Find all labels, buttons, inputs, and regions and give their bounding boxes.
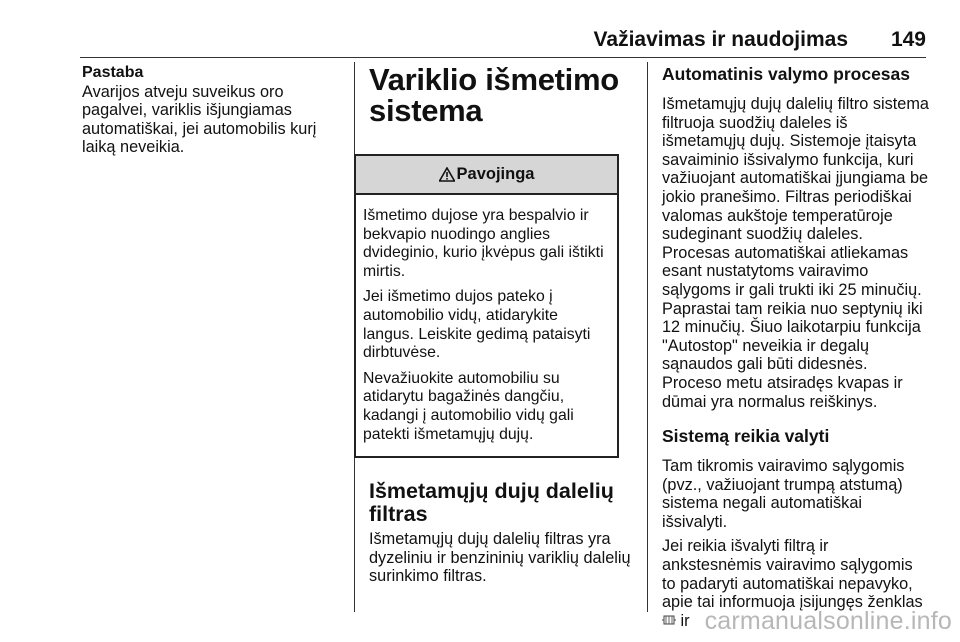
heading-auto-cleaning: Automatinis valymo procesas xyxy=(662,64,910,84)
needs-cleaning-text-2-end: ir xyxy=(680,611,690,630)
watermark: carmanualsonline.info xyxy=(704,607,952,635)
warning-label: Pavojinga xyxy=(456,165,535,183)
particulate-filter-section xyxy=(369,480,635,586)
warning-header xyxy=(356,156,617,195)
note-title: Pastaba xyxy=(82,64,144,81)
warning-paragraph-1: Išmetimo dujose yra bespalvio ir bekvapio nuodingo anglies dvideginio, kurio įkvėpus gali ištikti mirtis. xyxy=(363,207,604,280)
column-3 xyxy=(662,64,930,630)
column-divider-2 xyxy=(647,62,648,612)
needs-cleaning-text-2-start: Jei reikia išvalyti filtrą ir ankstesnėmis vairavimo sąlygomis to padaryti automatiškai nepavyko, apie tai informuoja įsijungęs ženklas xyxy=(662,537,923,612)
column-1 xyxy=(82,64,342,157)
header-title: Važiavimas ir naudojimas xyxy=(593,28,848,51)
column-2 xyxy=(363,62,635,586)
page-number: 149 xyxy=(890,28,926,51)
note-text: Avarijos atveju suveikus oro pagalvei, variklis išjungiamas automatiškai, jei automobilis kurį laiką neveikia. xyxy=(82,82,317,157)
page-header xyxy=(80,28,926,58)
warning-triangle-icon xyxy=(439,167,455,182)
auto-cleaning-text: Išmetamųjų dujų dalelių filtro sistema filtruoja suodžių daleles iš išmetamųjų dujų. Sistemoje įtaisyta savaiminio išsivalymo funkcija, kuri važiuojant automatiškai įjungiama be jokio pranešimo. Filtras periodiškai valomas aukštoje temperatūroje sudeginant suodžių daleles. Procesas automatiškai atliekamas esant nustatytoms vairavimo sąlygoms ir gali trukti iki 25 minučių. Paprastai tam reikia nuo septynių iki 12 minučių. Šiuo laikotarpiu funkcija "Autostop" neveikia ir degalų sąnaudos gali būti didesnės. Proceso metu atsiradęs kvapas ir dūmai yra normalus reiškinys. xyxy=(662,95,929,411)
warning-paragraph-3: Nevažiuokite automobiliu su atidarytu bagažinės dangčiu, kadangi į automobilio vidų gali patekti išmetamųjų dujų. xyxy=(363,369,574,443)
filter-description: Išmetamųjų dujų dalelių filtras yra dyzeliniu ir benzininių variklių dalelių surinkimo filtras. xyxy=(369,530,631,586)
warning-body xyxy=(356,195,617,456)
filter-warning-icon xyxy=(662,613,676,627)
heading-needs-cleaning: Sistemą reikia valyti xyxy=(662,426,830,447)
section-title-filter: Išmetamųjų dujų dalelių filtras xyxy=(369,479,614,527)
warning-paragraph-2: Jei išmetimo dujos pateko į automobilio vidų, atidarykite langus. Leiskite gedimą pataisyti dirbtuvėse. xyxy=(363,288,591,362)
warning-box xyxy=(354,154,619,458)
section-title-exhaust: Variklio išmetimo sistema xyxy=(369,62,619,128)
needs-cleaning-text: Tam tikromis vairavimo sąlygomis (pvz., važiuojant trumpą atstumą) sistema negali automatiškai išsivalyti. xyxy=(662,457,905,531)
header-rule xyxy=(80,57,926,58)
